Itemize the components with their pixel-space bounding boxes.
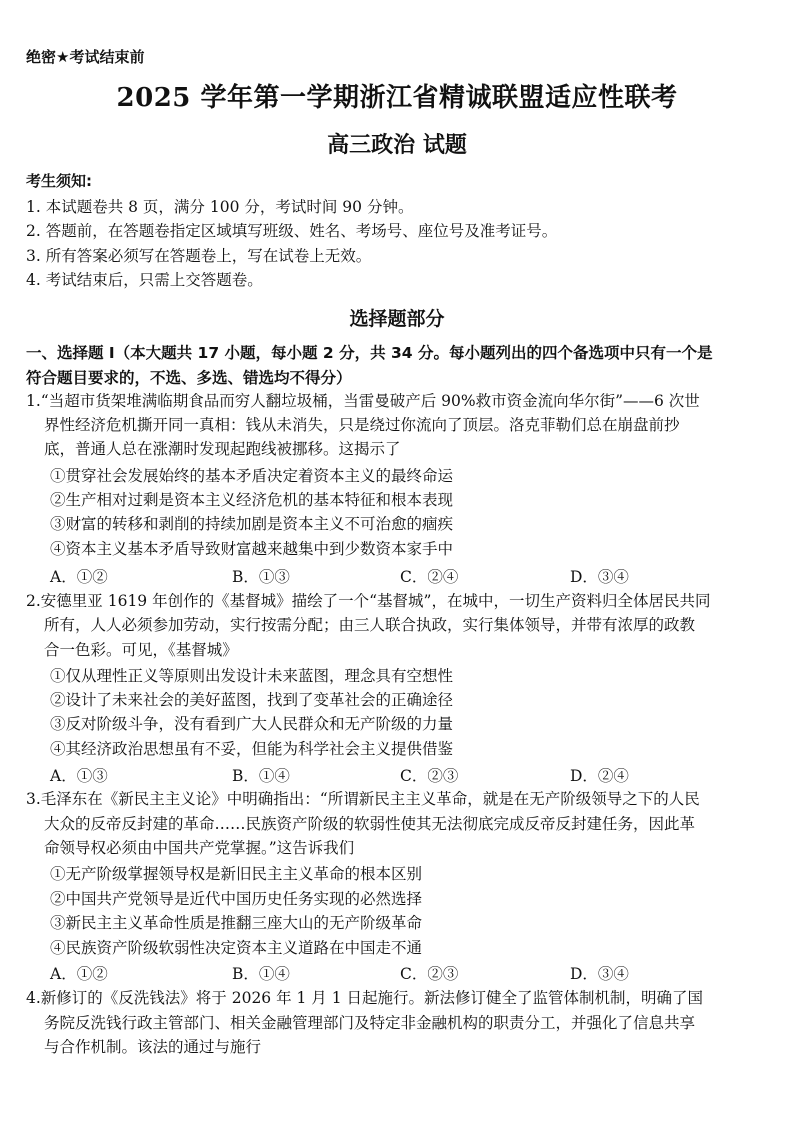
question-text: 与合作机制。该法的通过与施行 (44, 1038, 262, 1056)
answer-choice-b: B．①③ (232, 568, 290, 586)
statement-option: ③新民主主义革命性质是推翻三座大山的无产阶级革命 (50, 914, 423, 932)
answer-choice-b: B．①④ (232, 965, 290, 983)
answer-choice-c: C．②③ (400, 767, 459, 785)
answer-choice-d: D．③④ (570, 965, 629, 983)
answer-choice-c: C．②④ (400, 568, 459, 586)
secret-label: 绝密★考试结束前 (26, 48, 145, 66)
answer-choice-d: D．③④ (570, 568, 629, 586)
answer-choice-a: A．①② (50, 568, 108, 586)
answer-choice-b: B．①④ (232, 767, 290, 785)
question-text: 合一色彩。可见，《基督城》 (44, 641, 238, 659)
question-text: 大众的反帝反封建的革命……民族资产阶级的软弱性使其无法彻底完成反帝反封建任务，因此革 (44, 815, 696, 833)
answer-choice-c: C．②③ (400, 965, 459, 983)
statement-option: ①贯穿社会发展始终的基本矛盾决定着资本主义的最终命运 (50, 467, 454, 485)
notice-item: 2. 答题前，在答题卷指定区域填写班级、姓名、考场号、座位号及准考证号。 (26, 222, 558, 240)
answer-choice-a: A．①③ (50, 767, 108, 785)
notice-item: 1. 本试题卷共 8 页，满分 100 分，考试时间 90 分钟。 (26, 198, 414, 216)
part-instructions-line: 符合题目要求的，不选、多选、错选均不得分） (26, 369, 352, 387)
answer-choice-a: A．①② (50, 965, 108, 983)
question-text: 命领导权必须由中国共产党掌握。”这告诉我们 (44, 839, 355, 857)
notice-item: 3. 所有答案必须写在答题卷上，写在试卷上无效。 (26, 247, 372, 265)
statement-option: ②中国共产党领导是近代中国历史任务实现的必然选择 (50, 890, 423, 908)
statement-option: ①仅从理性正义等原则出发设计未来蓝图，理念具有空想性 (50, 667, 454, 685)
section-title: 选择题部分 (349, 308, 445, 330)
statement-option: ④资本主义基本矛盾导致财富越来越集中到少数资本家手中 (50, 540, 454, 558)
part-instructions (26, 341, 771, 391)
statement-option: ①无产阶级掌握领导权是新旧民主主义革命的根本区别 (50, 865, 423, 883)
question-text: 务院反洗钱行政主管部门、相关金融管理部门及特定非金融机构的职责分工，并强化了信息共享 (44, 1014, 696, 1032)
statement-option: ④民族资产阶级软弱性决定资本主义道路在中国走不通 (50, 939, 423, 957)
question-text: 1.“当超市货架堆满临期食品而穷人翻垃圾桶，当雷曼破产后 90%救市资金流向华尔街”——6 次世 (26, 392, 700, 410)
question-text: 所有，人人必须参加劳动，实行按需分配；由三人联合执政，实行集体领导，并带有浓厚的政教 (44, 616, 696, 634)
statement-option: ②生产相对过剩是资本主义经济危机的基本特征和根本表现 (50, 491, 454, 509)
statement-option: ③反对阶级斗争，没有看到广大人民群众和无产阶级的力量 (50, 715, 454, 733)
statement-option: ②设计了未来社会的美好蓝图，找到了变革社会的正确途径 (50, 691, 454, 709)
exam-subtitle: 高三政治 试题 (327, 132, 467, 158)
part-instructions-line: 一、选择题 I（本大题共 17 小题，每小题 2 分，共 34 分。每小题列出的四个备选项中只有一个是 (26, 344, 713, 362)
notice-heading: 考生须知: (26, 172, 92, 190)
notice-item: 4. 考试结束后，只需上交答题卷。 (26, 271, 263, 289)
question-text: 底，普通人总在涨潮时发现起跑线被挪移。这揭示了 (44, 440, 401, 458)
exam-title: 2025 学年第一学期浙江省精诚联盟适应性联考 (116, 83, 678, 113)
question-text: 界性经济危机撕开同一真相：钱从未消失，只是绕过你流向了顶层。洛克菲勒们总在崩盘前抄 (44, 416, 680, 434)
question-text: 4.新修订的《反洗钱法》将于 2026 年 1 月 1 日起施行。新法修订健全了监管体制机制，明确了国 (26, 989, 704, 1007)
answer-choice-d: D．②④ (570, 767, 629, 785)
question-text: 3.毛泽东在《新民主主义论》中明确指出：“所谓新民主主义革命，就是在无产阶级领导之下的人民 (26, 790, 700, 808)
statement-option: ③财富的转移和剥削的持续加剧是资本主义不可治愈的痼疾 (50, 515, 454, 533)
statement-option: ④其经济政治思想虽有不妥，但能为科学社会主义提供借鉴 (50, 740, 454, 758)
question-text: 2.安德里亚 1619 年创作的《基督城》描绘了一个“基督城”，在城中，一切生产资料归全体居民共同 (26, 592, 711, 610)
